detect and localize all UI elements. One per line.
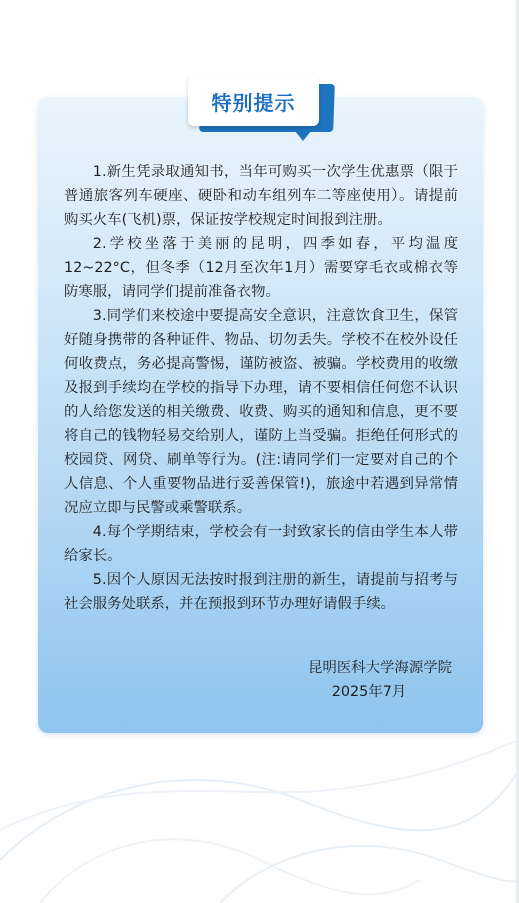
- notice-paragraph-2: 2.学校坐落于美丽的昆明，四季如春，平均温度12~22°C，但冬季（12月至次年1月）需要穿毛衣或棉衣等防寒服，请同学们提前准备衣物。: [64, 236, 458, 300]
- title-tab-label-box: [188, 76, 319, 126]
- notice-body: [64, 160, 458, 616]
- notice-paragraph-1: 1.新生凭录取通知书，当年可购买一次学生优惠票（限于普通旅客列车硬座、硬卧和动车组列车二等座使用）。请提前购买火车(飞机)票，保证按学校规定时间报到注册。: [64, 164, 458, 228]
- notice-paragraph-3: 3.同学们来校途中要提高安全意识，注意饮食卫生，保管好随身携带的各种证件、物品、切勿丢失。学校不在校外设任何收费点，务必提高警惕，谨防被盗、被骗。学校费用的收缴及报到手续均在学校的指导下办理，请不要相信任何您不认识的人给您发送的相关缴费、收费、购买的通知和信息，更不要将自己的钱物轻易交给别人，谨防上当受骗。拒绝任何形式的校园贷、网贷、刷单等行为。(注:请同学们一定要对自己的个人信息、个人重要物品进行妥善保管!)，旅途中若遇到异常情况应立即与民警或乘警联系。: [64, 308, 458, 516]
- signature-date: 2025年7月: [331, 684, 407, 700]
- signature-org: 昆明医科大学海源学院: [308, 660, 452, 676]
- signature-block: [262, 656, 452, 704]
- notice-title-tab: [188, 76, 335, 146]
- notice-paragraph-4: 4.每个学期结束，学校会有一封致家长的信由学生本人带给家长。: [64, 524, 458, 564]
- notice-title: 特别提示: [211, 90, 296, 115]
- notice-paragraph-5: 5.因个人原因无法按时报到注册的新生，请提前与招考与社会服务处联系，并在预报到环节办理好请假手续。: [64, 572, 458, 612]
- title-tab-pointer: [295, 131, 311, 141]
